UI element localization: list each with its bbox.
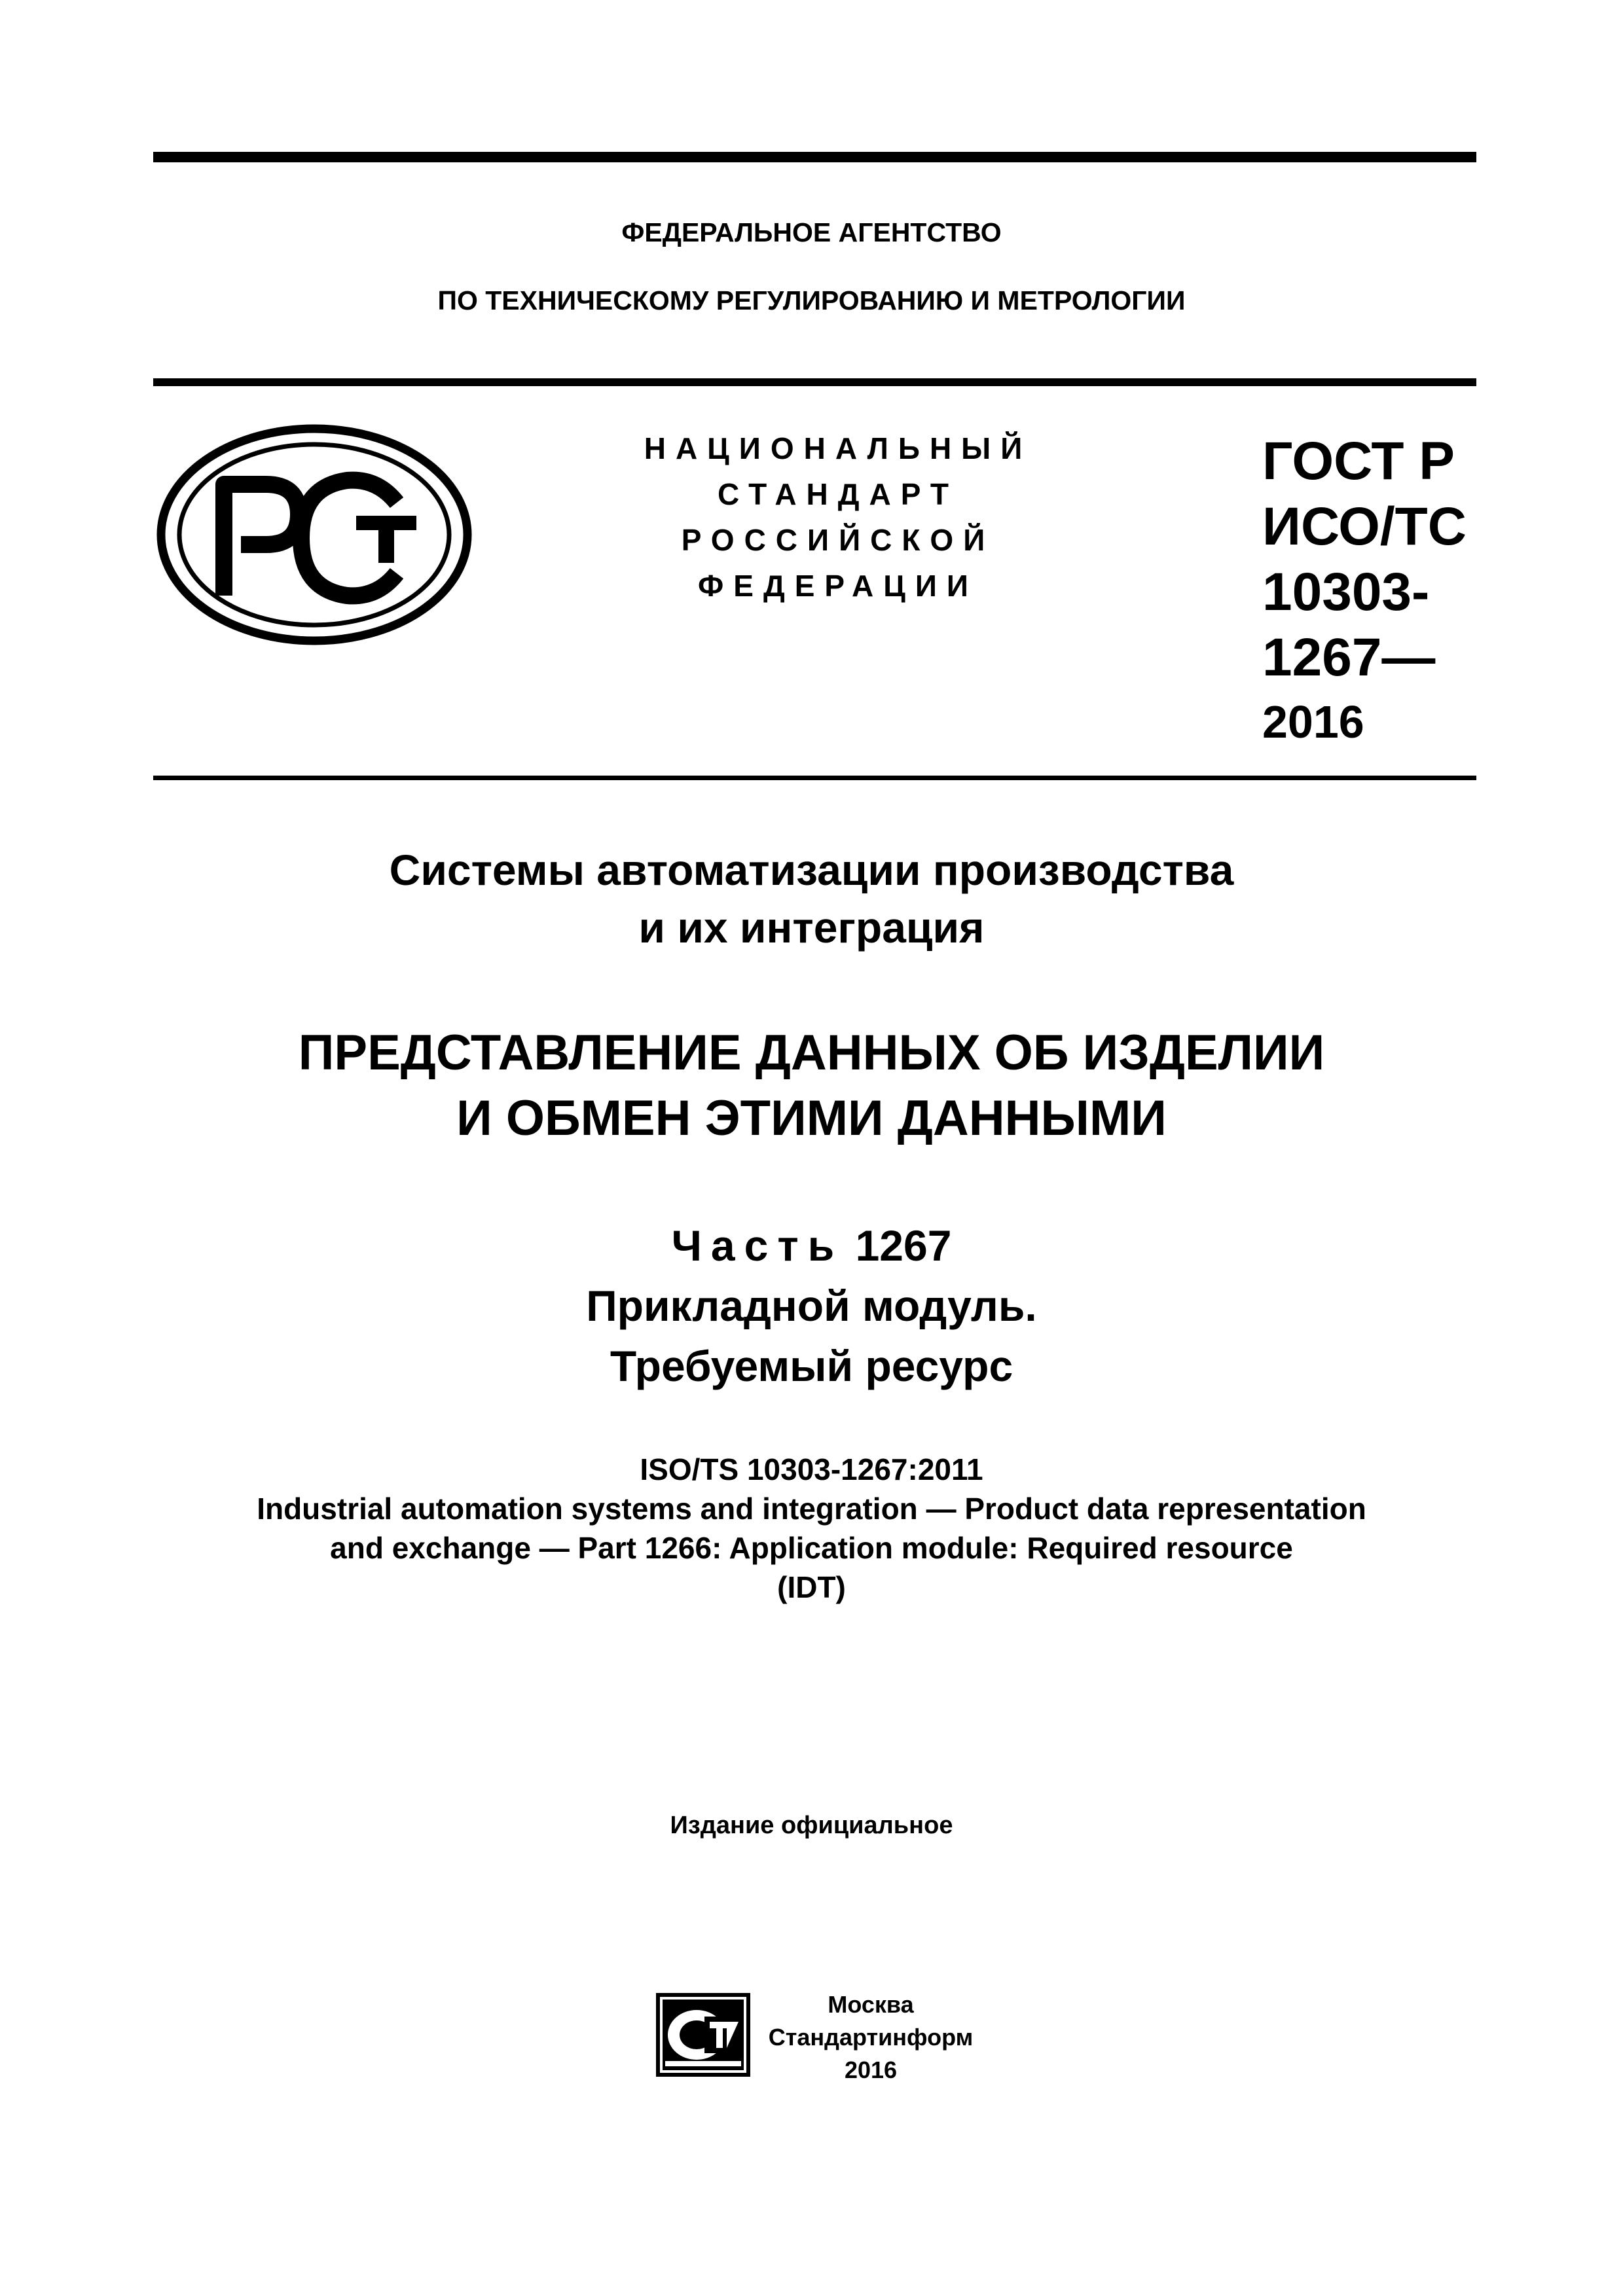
top-rule: [153, 152, 1476, 162]
designation-line-1: ГОСТ Р: [1262, 431, 1455, 491]
designation-rule: [153, 776, 1476, 780]
national-line-2: СТАНДАРТ: [718, 477, 958, 511]
title-series-line-2: и их интеграция: [638, 903, 985, 952]
national-line-3: РОССИЙСКОЙ: [681, 523, 995, 557]
title-main-line-1: ПРЕДСТАВЛЕНИЕ ДАННЫХ ОБ ИЗДЕЛИИ: [298, 1025, 1325, 1081]
part-heading: [0, 1219, 1623, 1272]
publisher-name: Стандартинформ: [768, 2024, 974, 2051]
designation-line-3: 10303-: [1262, 562, 1430, 622]
iso-code: ISO/TS 10303-1267:2011: [640, 1452, 983, 1486]
title-series-line-1: Системы автоматизации производства: [389, 846, 1234, 894]
part-number: 1267: [855, 1221, 952, 1270]
part-title-line-2: Требуемый ресурс: [610, 1342, 1013, 1390]
designation-year: 2016: [1262, 696, 1364, 747]
national-line-1: НАЦИОНАЛЬНЫЙ: [644, 431, 1032, 465]
designation-line-2: ИСО/ТС: [1262, 497, 1467, 556]
standartinform-logo: [656, 1993, 750, 2077]
agency-line-2: ПО ТЕХНИЧЕСКОМУ РЕГУЛИРОВАНИЮ И МЕТРОЛОГИИ: [437, 285, 1186, 315]
header-rule: [153, 378, 1476, 386]
iso-title-line-1: Industrial automation systems and integration — Product data representation: [257, 1492, 1366, 1526]
national-line-4: ФЕДЕРАЦИИ: [698, 569, 978, 603]
iso-title-line-2: and exchange — Part 1266: Application module: Required resource: [330, 1531, 1293, 1565]
publisher-year: 2016: [844, 2056, 898, 2083]
national-standard-label: [563, 425, 1113, 609]
publisher-city: Москва: [828, 1991, 914, 2018]
edition-label: Издание официальное: [670, 1812, 953, 1839]
agency-line-1: ФЕДЕРАЛЬНОЕ АГЕНТСТВО: [621, 217, 1002, 247]
publisher-block: [766, 1988, 976, 2087]
designation-line-4: 1267—: [1262, 628, 1436, 687]
part-word: Часть: [671, 1221, 844, 1270]
standard-designation: [1262, 429, 1467, 753]
iso-degree: (IDT): [777, 1570, 846, 1604]
gost-r-logo: [156, 424, 473, 645]
title-main-line-2: И ОБМЕН ЭТИМИ ДАННЫМИ: [456, 1090, 1167, 1146]
part-title-line-1: Прикладной модуль.: [586, 1282, 1037, 1330]
